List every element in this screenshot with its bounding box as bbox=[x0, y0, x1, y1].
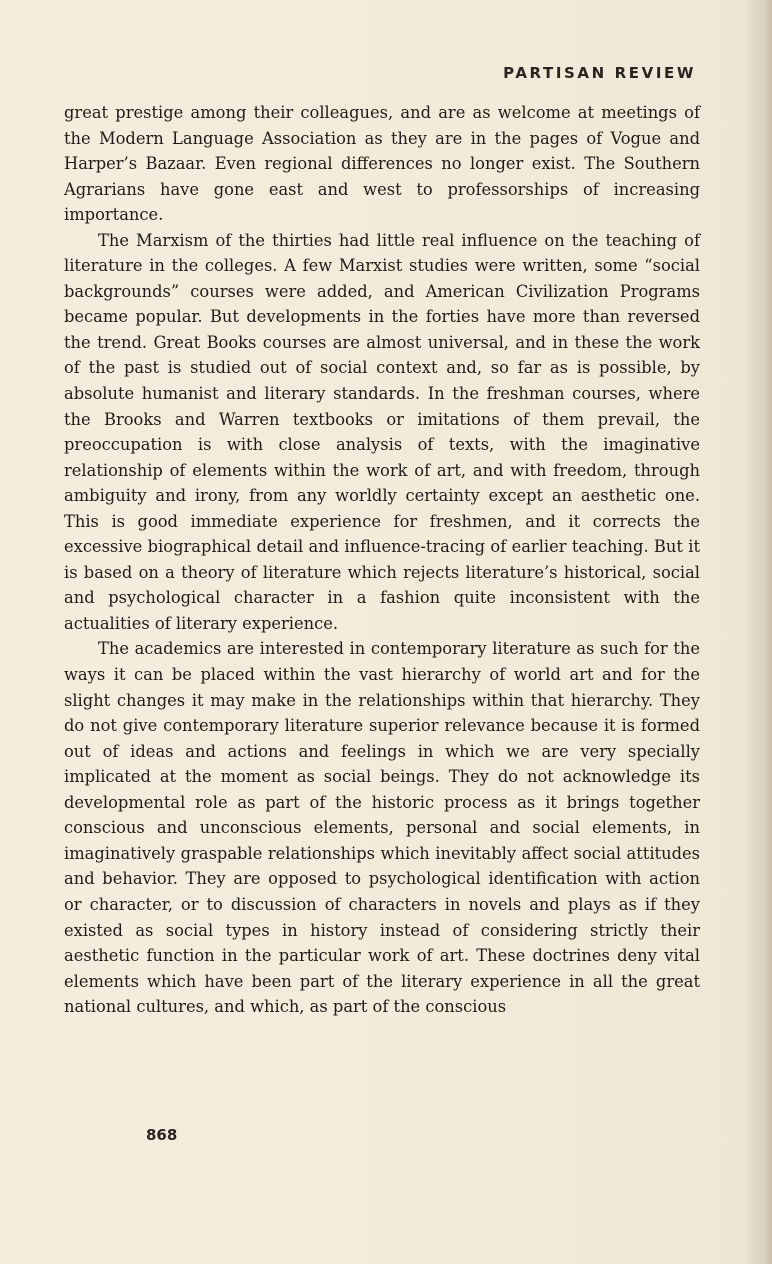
article-body bbox=[64, 100, 700, 1020]
running-head: PARTISAN REVIEW bbox=[503, 64, 696, 82]
page-number: 868 bbox=[146, 1126, 178, 1144]
paragraph-academics: The academics are interested in contemporary literature as such for the ways it can be placed within the vast hierarchy of world art and for the slight changes it may make in the relationships within that hierarchy. They do not give contemporary literature superior relevance because it is formed out of ideas and actions and feelings in which we are very specially implicated at the moment as social beings. They do not acknowledge its developmental role as part of the historic process as it brings together conscious and unconscious elements, personal and social elements, in imaginatively graspable relationships which inevitably affect social attitudes and behavior. They are opposed to psychological identification with action or character, or to discussion of characters in novels and plays as if they existed as social types in history instead of considering strictly their aesthetic function in the particular work of art. These doctrines deny vital elements which have been part of the literary experience in all the great national cultures, and which, as part of the conscious bbox=[64, 639, 700, 1017]
paragraph-marxism: The Marxism of the thirties had little real influence on the teaching of literature in the colleges. A few Marxist studies were written, some “social backgrounds” courses were added, and American Civilization Programs became popular. But developments in the forties have more than reversed the trend. Great Books courses are almost universal, and in these the work of the past is studied out of social context and, so far as is possible, by absolute humanist and literary standards. In the freshman courses, where the Brooks and Warren textbooks or imitations of them prevail, the preoccupation is with close analysis of texts, with the imaginative relationship of elements within the work of art, and with freedom, through ambiguity and irony, from any worldly certainty except an aesthetic one. This is good immediate experience for freshmen, and it corrects the excessive biographical detail and influence-tracing of earlier teaching. But it is based on a theory of literature which rejects literature’s historical, social and psychological character in a fashion quite inconsistent with the actualities of literary experience. bbox=[64, 230, 700, 633]
paragraph-continuation: great prestige among their colleagues, and are as welcome at meetings of the Modern Language Association as they are in the pages of Vogue and Harper’s Bazaar. Even regional differences no longer exist. The Southern Agrarians have gone east and west to professorships of increasing importance. bbox=[64, 103, 700, 225]
